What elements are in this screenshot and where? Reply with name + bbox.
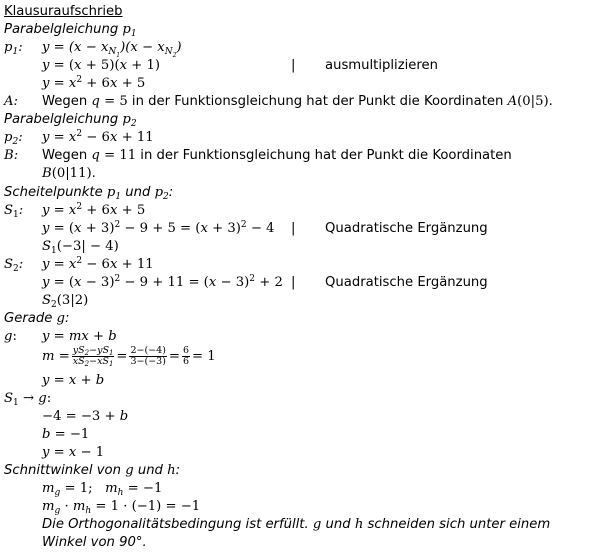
slope-equation [4, 343, 604, 371]
fraction: $\frac{yS_2-yS_1}{xS_2-xS_1}$ [72, 345, 114, 368]
point-a-line [4, 93, 609, 111]
fraction: $\frac{6}{6}$ [182, 345, 190, 367]
label-g: g: [4, 329, 17, 344]
equation-line [4, 165, 604, 183]
math: $y = (x - x_{N_1})(x - x_{N_2})$ [42, 40, 182, 59]
annotation-note: ausmultiplizieren [325, 58, 439, 73]
document-title: Klausuraufschrieb [4, 4, 123, 19]
heading-text: Parabelgleichung [4, 112, 123, 127]
heading-parabel-p2 [4, 111, 137, 129]
equation-line [4, 39, 604, 57]
math: $m_g \cdot m_h = 1 \cdot (-1) = -1$ [42, 499, 201, 516]
annotation-note: Quadratische Ergänzung [325, 221, 488, 236]
label-b: B: [4, 148, 19, 163]
equation-line [4, 480, 604, 498]
equation-line [4, 274, 604, 292]
equation-line [4, 202, 604, 220]
math: $y = x^2 + 6x + 5$ [42, 202, 146, 218]
label-p2: $p_2$: [4, 130, 23, 147]
math: −4 = −3 + b [42, 409, 129, 424]
math: y = mx + b [42, 329, 117, 344]
math: $y = (x - 3)^2 - 9 + 11 = (x - 3)^2 + 2$ [42, 274, 283, 290]
math: $p_2$ [122, 112, 137, 129]
equation-line [4, 408, 604, 426]
math: y = (x + 5)(x + 1) [42, 58, 161, 73]
fraction: $\frac{2-(-4)}{3-(-3)}$ [130, 345, 166, 367]
math: m = $\frac{yS_2-yS_1}{xS_2-xS_1}$ = $\frac{2-(-4)}{3-(-3)}$ = $\frac{6}{6}$ = 1 [42, 345, 216, 368]
label-a: A: [4, 94, 18, 109]
heading-text: Parabelgleichung [4, 22, 123, 37]
math: $y = x^2 - 6x + 11$ [42, 256, 154, 272]
equation-line [4, 292, 604, 310]
point-b-line [4, 147, 609, 165]
math: b = −1 [42, 427, 90, 442]
text: Wegen q = 5 in der Funktionsgleichung hat der Punkt die Koordinaten A(0|5). [42, 94, 553, 109]
equation-line [4, 220, 604, 238]
heading-gerade: Gerade g: [4, 311, 70, 326]
text: Die Orthogonalitätsbedingung ist erfüllt. g und h schneiden sich unter einem [42, 517, 551, 532]
math: $y = x^2 - 6x + 11$ [42, 129, 154, 145]
label-p1: $p_1$: [4, 40, 23, 57]
equation-line [4, 238, 604, 256]
separator: | [291, 58, 296, 73]
math: $S_2(3|2)$ [42, 293, 89, 310]
heading-schnittwinkel: Schnittwinkel von g und h: [4, 463, 181, 478]
conclusion-line [4, 534, 604, 552]
equation-line [4, 426, 604, 444]
equation-line [4, 390, 604, 408]
equation-line [4, 498, 604, 516]
math: $y = (x + 3)^2 - 9 + 5 = (x + 3)^2 - 4$ [42, 220, 275, 236]
label-s1: $S_1$: [4, 203, 24, 220]
separator: | [291, 275, 296, 290]
math: y = x − 1 [42, 445, 105, 460]
math: $S_1(-3| - 4)$ [42, 239, 119, 256]
math: B(0|11). [42, 166, 96, 181]
math: $y = x^2 + 6x + 5$ [42, 75, 146, 91]
text: Winkel von 90°. [42, 535, 147, 550]
math: $p_1$ [122, 22, 137, 39]
heading-scheitelpunkte: Scheitelpunkte $p_1$ und $p_2$: [4, 185, 174, 202]
annotation-note: Quadratische Ergänzung [325, 275, 488, 290]
equation-line [4, 444, 604, 462]
label-s2: $S_2$: [4, 257, 24, 274]
label-s1-to-g: $S_1 \to g$: [4, 391, 52, 408]
conclusion-line [4, 516, 613, 534]
separator: | [291, 221, 296, 236]
equation-line [4, 75, 604, 93]
math: y = x + b [42, 373, 105, 388]
text: Wegen q = 11 in der Funktionsgleichung hat der Punkt die Koordinaten [42, 148, 512, 163]
equation-line [4, 256, 604, 274]
equation-line [4, 129, 604, 147]
equation-line [4, 57, 604, 75]
math: $m_g = 1$; $m_h = -1$ [42, 481, 163, 498]
heading-parabel-p1 [4, 21, 137, 39]
equation-line [4, 372, 604, 390]
